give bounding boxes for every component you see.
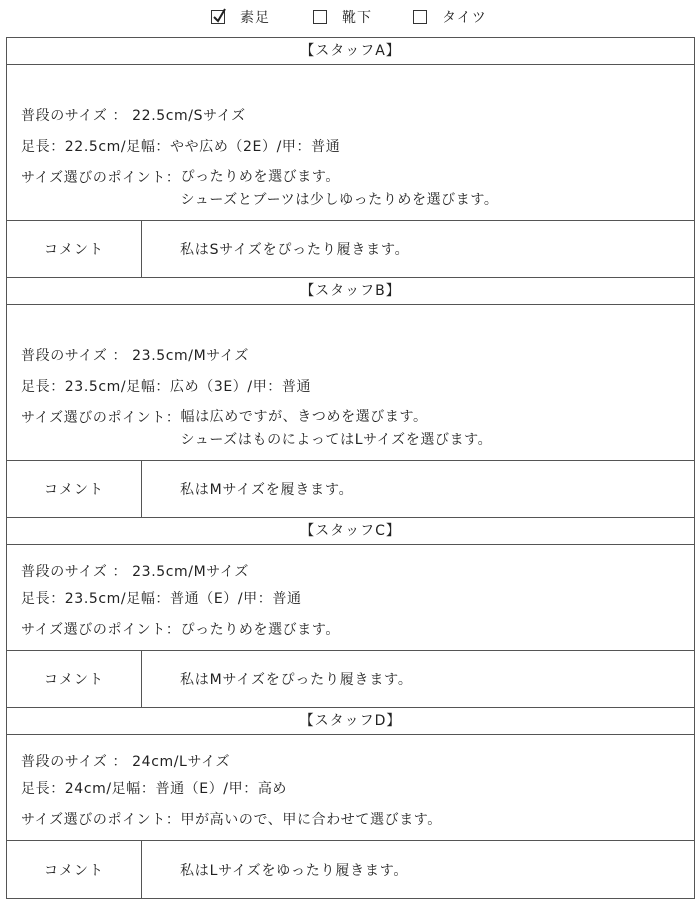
size-point [21,809,442,829]
staff-info [7,305,694,461]
staff-block-b [7,278,694,518]
comment-label: コメント [7,651,142,707]
size-point-label: サイズ選びのポイント： [21,410,181,426]
foot-measurements: 足長：23.5cm/足幅：広め（3E）/甲：普通 [21,379,312,395]
staff-block-d [7,708,694,898]
legend-item-socks [313,7,372,27]
sock-type-legend [0,0,700,34]
size-point-line: 甲が高いので、甲に合わせて選びます。 [180,812,442,828]
staff-block-c [7,518,694,708]
checkbox-empty-icon [313,10,327,24]
size-point [21,407,492,452]
staff-title: 【スタッフD】 [7,708,694,735]
size-point-line: シューズとブーツは少しゆったりめを選びます。 [180,192,499,208]
size-point-line: シューズはものによってはLサイズを選びます。 [180,432,493,448]
staff-info [7,65,694,221]
comment-row [7,461,694,518]
comment-row [7,841,694,898]
size-point-line: 幅は広めですが、きつめを選びます。 [180,409,428,425]
size-point-label: サイズ選びのポイント： [21,812,181,828]
staff-info [7,735,694,841]
comment-text: 私はMサイズを履きます。 [180,482,354,498]
staff-title: 【スタッフA】 [7,38,694,65]
staff-size-table [6,37,695,899]
comment-row [7,221,694,278]
checkbox-checked-icon [211,10,225,24]
staff-block-a [7,38,694,278]
usual-size: 普段のサイズ ： 22.5cm/Sサイズ [21,108,246,124]
comment-text: 私はSサイズをぴったり履きます。 [180,242,410,258]
usual-size: 普段のサイズ ： 23.5cm/Mサイズ [21,348,249,364]
comment-label: コメント [7,461,142,517]
size-point-label: サイズ選びのポイント： [21,622,181,638]
size-point [21,167,498,212]
legend-label: タイツ [442,10,487,26]
comment-row [7,651,694,708]
size-point-line: ぴったりめを選びます。 [180,169,340,185]
usual-size: 普段のサイズ ： 23.5cm/Mサイズ [21,564,249,580]
legend-item-tights [413,7,487,27]
foot-measurements: 足長：24cm/足幅：普通（E）/甲：高め [21,781,288,797]
foot-measurements: 足長：23.5cm/足幅：普通（E）/甲：普通 [21,591,302,607]
size-point [21,619,340,639]
legend-item-barefoot [211,7,270,27]
comment-text: 私はLサイズをゆったり履きます。 [180,862,409,879]
comment-label: コメント [7,841,142,898]
staff-title: 【スタッフB】 [7,278,694,305]
staff-title: 【スタッフC】 [7,518,694,545]
comment-label: コメント [7,221,142,277]
usual-size: 普段のサイズ ： 24cm/Lサイズ [21,754,231,770]
foot-measurements: 足長：22.5cm/足幅：やや広め（2E）/甲：普通 [21,139,341,155]
legend-label: 素足 [240,10,270,26]
size-point-label: サイズ選びのポイント： [21,170,181,186]
comment-text: 私はMサイズをぴったり履きます。 [180,672,413,688]
checkbox-empty-icon [413,10,427,24]
size-point-line: ぴったりめを選びます。 [180,622,340,638]
legend-label: 靴下 [342,10,372,26]
staff-info [7,545,694,651]
